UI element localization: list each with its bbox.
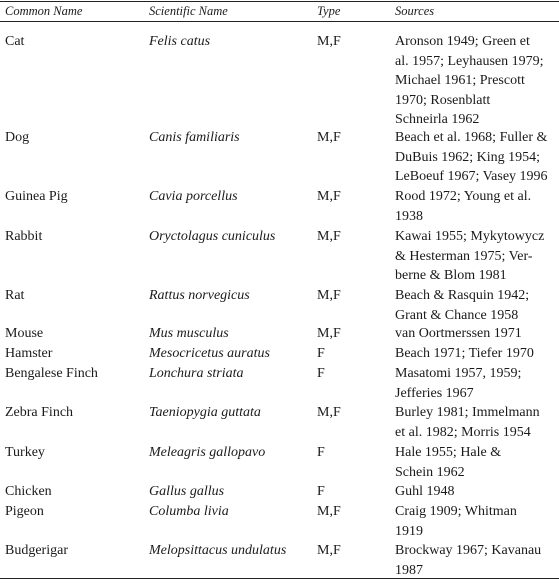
- cell-common-name: Rat: [5, 288, 25, 303]
- cell-common-name: Guinea Pig: [5, 189, 68, 204]
- cell-sources: Aronson 1949; Green et al. 1957; Leyhausen 1979; Michael 1961; Prescott 1970; Rosenblatt Schneirla 1962: [395, 34, 544, 127]
- cell-scientific-name: Mus musculus: [149, 326, 229, 341]
- cell-sources: Craig 1909; Whitman 1919: [395, 504, 517, 539]
- cell-scientific-name: Mesocricetus auratus: [149, 346, 270, 361]
- cell-scientific-name: Columba livia: [149, 504, 229, 519]
- cell-type: F: [317, 445, 325, 460]
- cell-sources: Beach et al. 1968; Fuller & DuBuis 1962; King 1954; LeBoeuf 1967; Vasey 1996: [395, 130, 548, 184]
- header-common-name: Common Name: [5, 4, 83, 18]
- cell-common-name: Cat: [5, 34, 25, 49]
- cell-common-name: Pigeon: [5, 504, 44, 519]
- cell-scientific-name: Taeniopygia guttata: [149, 405, 261, 420]
- cell-type: M,F: [317, 326, 341, 341]
- cell-scientific-name: Gallus gallus: [149, 484, 225, 499]
- cell-type: F: [317, 484, 325, 499]
- cell-common-name: Chicken: [5, 484, 52, 499]
- cell-type: F: [317, 366, 325, 381]
- cell-type: M,F: [317, 34, 341, 49]
- cell-sources: Beach 1971; Tiefer 1970: [395, 346, 534, 361]
- cell-scientific-name: Meleagris gallopavo: [149, 445, 266, 460]
- cell-sources: Hale 1955; Hale & Schein 1962: [395, 445, 502, 480]
- cell-sources: van Oortmerssen 1971: [395, 326, 522, 341]
- cell-common-name: Turkey: [5, 445, 45, 460]
- top-rule: [0, 1, 559, 2]
- cell-scientific-name: Lonchura striata: [149, 366, 244, 381]
- cell-common-name: Mouse: [5, 326, 44, 341]
- cell-scientific-name: Rattus norvegicus: [149, 288, 250, 303]
- cell-common-name: Hamster: [5, 346, 53, 361]
- cell-common-name: Dog: [5, 130, 30, 145]
- header-rule: [0, 21, 559, 22]
- cell-common-name: Zebra Finch: [5, 405, 74, 420]
- header-type: Type: [317, 4, 341, 18]
- cell-type: M,F: [317, 543, 341, 558]
- cell-sources: Kawai 1955; Mykytowycz & Hesterman 1975; Ver- berne & Blom 1981: [395, 229, 545, 283]
- cell-common-name: Bengalese Finch: [5, 366, 98, 381]
- cell-sources: Guhl 1948: [395, 484, 455, 499]
- cell-type: M,F: [317, 189, 341, 204]
- cell-scientific-name: Canis familiaris: [149, 130, 240, 145]
- header-scientific-name: Scientific Name: [149, 4, 228, 18]
- cell-type: M,F: [317, 288, 341, 303]
- cell-sources: Burley 1981; Immelmann et al. 1982; Morris 1954: [395, 405, 540, 440]
- cell-sources: Beach & Rasquin 1942; Grant & Chance 1958: [395, 288, 530, 323]
- cell-type: M,F: [317, 504, 341, 519]
- cell-sources: Rood 1972; Young et al. 1938: [395, 189, 532, 224]
- cell-common-name: Budgerigar: [5, 543, 68, 558]
- cell-common-name: Rabbit: [5, 229, 43, 244]
- cell-scientific-name: Melopsittacus undulatus: [149, 543, 287, 558]
- cell-type: F: [317, 346, 325, 361]
- cell-scientific-name: Felis catus: [149, 34, 211, 49]
- header-sources: Sources: [395, 4, 435, 18]
- cell-type: M,F: [317, 130, 341, 145]
- cell-scientific-name: Cavia porcellus: [149, 189, 238, 204]
- cell-type: M,F: [317, 229, 341, 244]
- cell-sources: Masatomi 1957, 1959; Jefferies 1967: [395, 366, 522, 401]
- cell-sources: Brockway 1967; Kavanau 1987: [395, 543, 542, 578]
- cell-type: M,F: [317, 405, 341, 420]
- cell-scientific-name: Oryctolagus cuniculus: [149, 229, 276, 244]
